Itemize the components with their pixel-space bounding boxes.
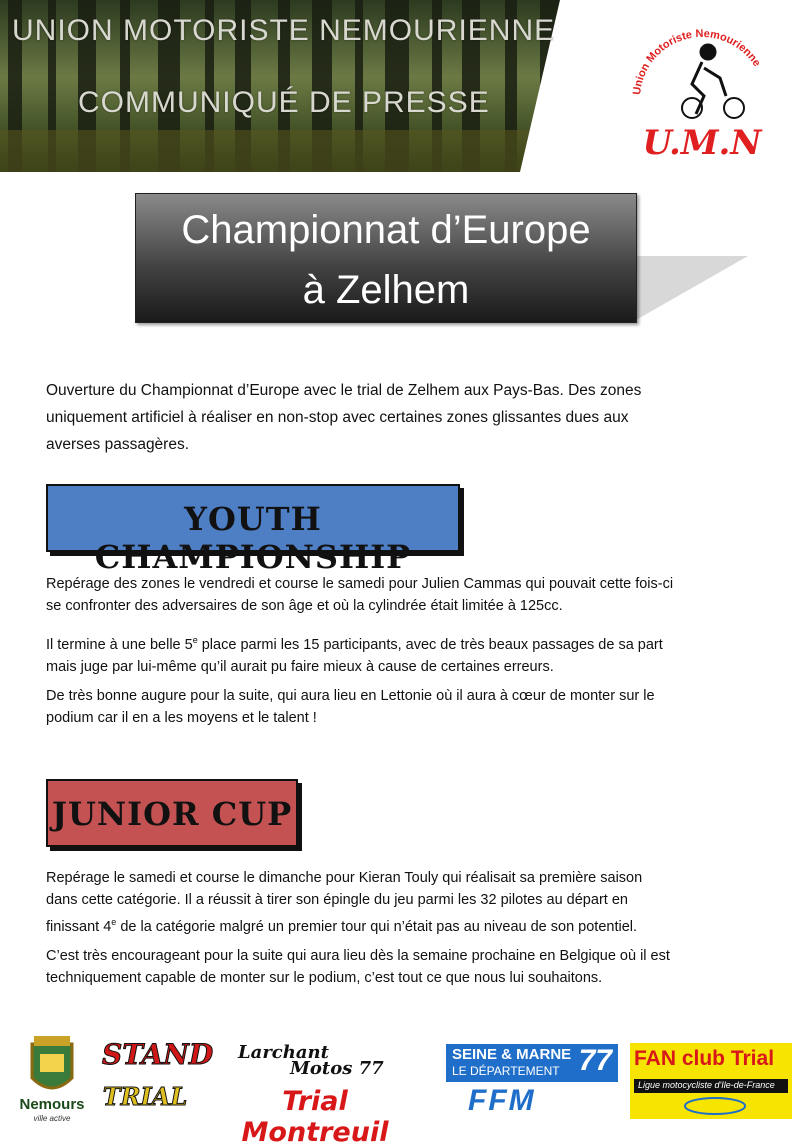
larchant-montreuil-sponsor <box>210 1042 420 1148</box>
intro-line: Ouverture du Championnat d’Europe avec le trial de Zelhem aux Pays-Bas. Des zones <box>46 382 642 399</box>
motos77-label: Motos 77 <box>290 1058 384 1079</box>
text-line: dans cette catégorie. Il a réussit à tirer son épingle du jeu parmi les 32 pilotes au départ en <box>46 892 628 908</box>
seine-marne-banner <box>446 1044 618 1082</box>
header-banner <box>0 0 615 172</box>
intro-line: averses passagères. <box>46 436 190 453</box>
intro-line: uniquement artificiel à réaliser en non-stop avec certaines zones glissantes dues aux <box>46 409 629 426</box>
youth-heading: YOUTH CHAMPIONSHIP <box>94 500 412 576</box>
trial-montreuil-label: Trial Montreuil <box>241 1086 389 1148</box>
text-line: Repérage le samedi et course le dimanche pour Kieran Touly qui réalisait sa première saison <box>46 870 643 886</box>
logo-arc-text: Union Motoriste Nemourienne <box>631 27 763 96</box>
text-line: De très bonne augure pour la suite, qui aura lieu en Lettonie où il aura à cœur de monter sur le <box>46 688 655 704</box>
umn-logo <box>622 4 782 170</box>
youth-paragraph-1 <box>46 573 756 617</box>
junior-paragraph-1 <box>46 867 756 938</box>
rider-icon <box>682 45 744 118</box>
text-line: C’est très encourageant pour la suite qui aura lieu dès la semaine prochaine en Belgique où il est <box>46 948 670 964</box>
main-title-line2: à Zelhem <box>302 268 470 312</box>
ffm-swoosh-icon <box>680 1095 750 1117</box>
youth-heading-box <box>46 484 460 576</box>
text-line: mais juge par lui-même qu’il aurait pu faire mieux à cause de certaines erreurs. <box>46 658 554 675</box>
trial-label: TRIAL <box>102 1082 188 1111</box>
nemours-sponsor <box>12 1032 92 1124</box>
seine-marne-sponsor <box>446 1044 618 1124</box>
youth-paragraph-2 <box>46 629 756 678</box>
fanclub-sponsor <box>630 1043 792 1119</box>
logo-letters: U.M.N <box>642 123 762 163</box>
text-line: se confronter des adversaires de son âge et où la cylindrée était limitée à 125cc. <box>46 598 563 614</box>
stand-label: STAND <box>102 1038 214 1071</box>
seine-marne-label: SEINE & MARNE <box>452 1046 572 1063</box>
seine-number: 77 <box>578 1044 612 1077</box>
nemours-label: Nemours <box>19 1096 85 1113</box>
text-line: Repérage des zones le vendredi et course le samedi pour Julien Cammas qui pouvait cette fois-ci <box>46 576 674 592</box>
youth-paragraph-3 <box>46 685 756 729</box>
banner-title: UNION MOTORISTE NEMOURIENNE <box>12 14 556 47</box>
nemours-tagline: ville active <box>33 1114 71 1123</box>
fanclub-label: FAN club Trial <box>634 1047 775 1070</box>
text-line: podium car il en a les moyens et le talent ! <box>46 710 317 726</box>
text-line: techniquement capable de monter sur le podium, c’est tout ce que nous lui souhaitons. <box>46 970 603 986</box>
nemours-crest-icon <box>12 1032 92 1102</box>
text-line: Il termine à une belle 5e place parmi les 15 participants, avec de très beaux passages de sa part <box>46 635 663 653</box>
junior-paragraph-2 <box>46 945 756 989</box>
ligue-label: Ligue motocycliste d'Ile-de-France <box>638 1080 775 1090</box>
larchant-label: Larchant <box>238 1042 329 1063</box>
main-title-line1: Championnat d’Europe <box>181 208 591 252</box>
stand-trial-sponsor <box>102 1038 214 1118</box>
ligue-bar <box>634 1079 788 1093</box>
ffm-logo: FFM <box>468 1084 536 1117</box>
departement-label: LE DÉPARTEMENT <box>452 1064 560 1078</box>
intro-paragraph <box>46 378 756 457</box>
junior-heading-box <box>46 779 298 847</box>
junior-heading: JUNIOR CUP <box>51 795 293 833</box>
svg-text:Union Motoriste Nemourienne <box>631 28 763 96</box>
text-line: finissant 4e de la catégorie malgré un premier tour qui n’était pas au niveau de son potentiel. <box>46 917 638 935</box>
main-title-box <box>135 193 637 323</box>
banner-subtitle: COMMUNIQUÉ DE PRESSE <box>78 86 490 119</box>
